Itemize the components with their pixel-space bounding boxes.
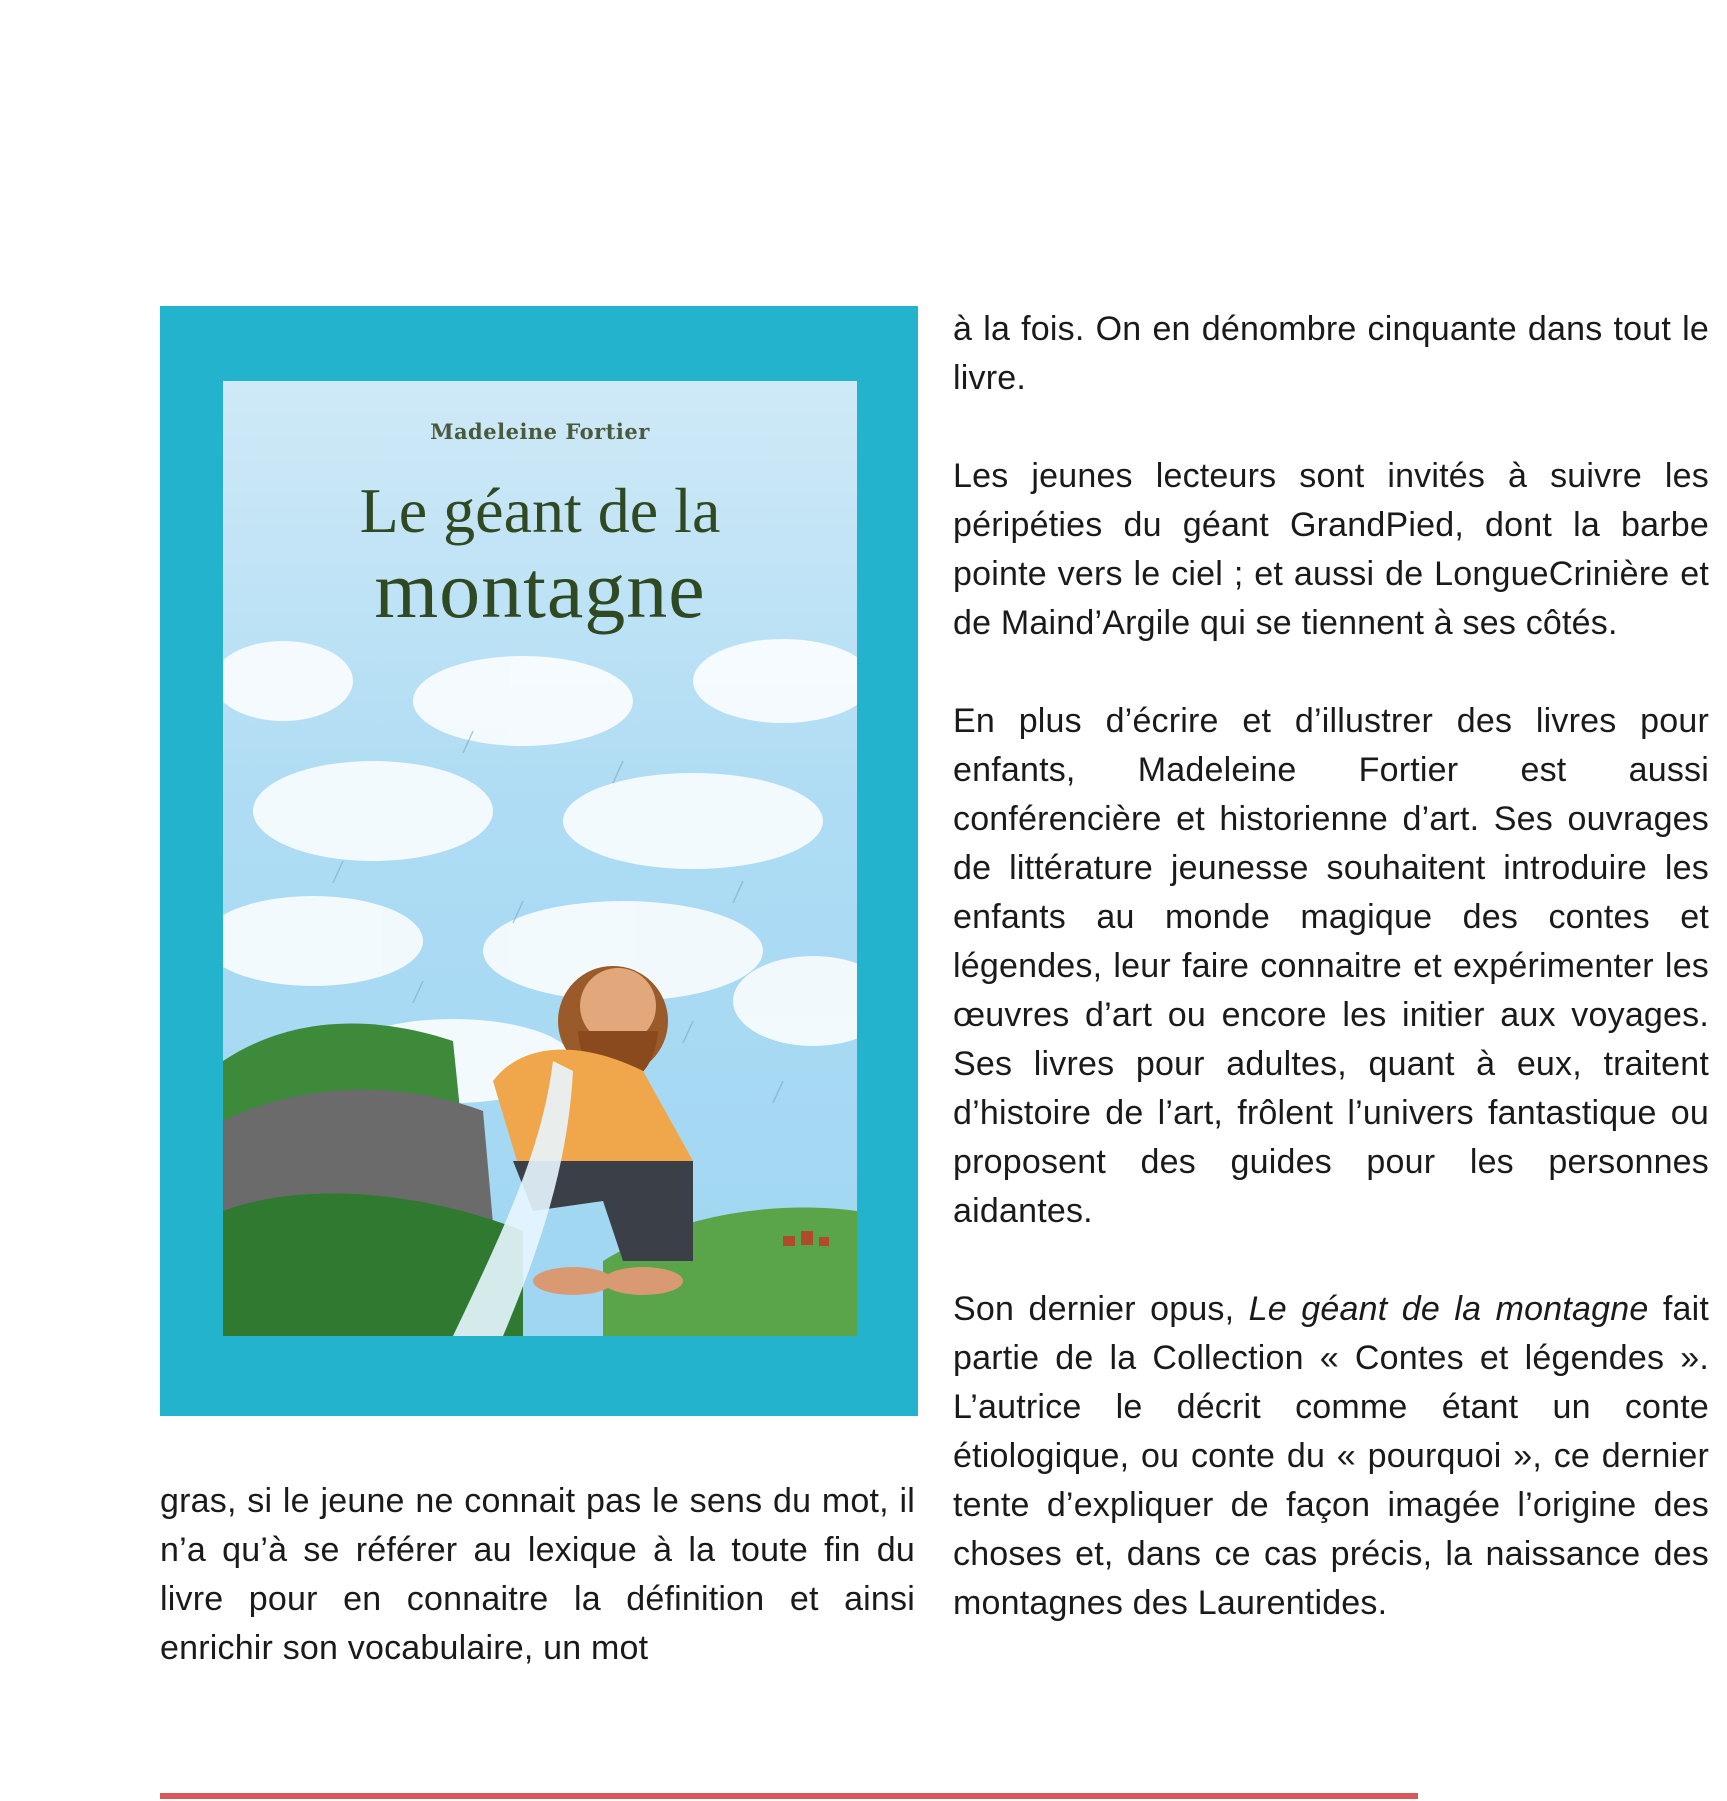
cover-title	[223, 475, 857, 635]
left-column-paragraph: gras, si le jeune ne connait pas le sens du mot, il n’a qu’à se référer au lexique à la toute fin du livre pour en connaitre la définition et ainsi enrichir son vocabulaire, un mot	[160, 1482, 915, 1667]
paragraph-2: Les jeunes lecteurs sont invités à suivre les péripéties du géant GrandPied, dont la barbe pointe vers le ciel ; et aussi de LongueCrinière et de Maind’Argile qui se tiennent à ses côtés.	[953, 457, 1709, 642]
book-title-italic: Le géant de la montagne	[1248, 1290, 1649, 1328]
paragraph-4-rest: fait partie de la Collection « Contes et légendes ». L’autrice le décrit comme étant un conte étiologique, ou conte du « pourquoi », ce dernier tente d’expliquer de façon imagée l’origine des choses et, dans ce cas précis, la naissance des montagnes des Laurentides.	[953, 1290, 1709, 1622]
paragraph-4-lead: Son dernier opus,	[953, 1290, 1249, 1328]
book-cover-image	[223, 381, 857, 1336]
paragraph-4	[953, 1285, 1709, 1628]
right-column	[953, 305, 1709, 1628]
cover-author: Madeleine Fortier	[430, 419, 650, 444]
paragraph-1: à la fois. On en dénombre cinquante dans tout le livre.	[953, 310, 1709, 397]
book-cover-frame	[160, 306, 918, 1416]
cover-title-line1: Le géant de la	[359, 475, 721, 546]
paragraph-3: En plus d’écrire et d’illustrer des livres pour enfants, Madeleine Fortier est aussi conférencière et historienne d’art. Ses ouvrages de littérature jeunesse souhaitent introduire les enfants au monde magique des contes et légendes, leur faire connaitre et expérimenter les œuvres d’art ou encore les initier aux voyages. Ses livres pour adultes, quant à eux, traitent d’histoire de l’art, frôlent l’univers fantastique ou proposent des guides pour les personnes aidantes.	[953, 702, 1709, 1230]
footer-rule	[160, 1793, 1418, 1799]
cover-title-line2: montagne	[374, 544, 706, 635]
